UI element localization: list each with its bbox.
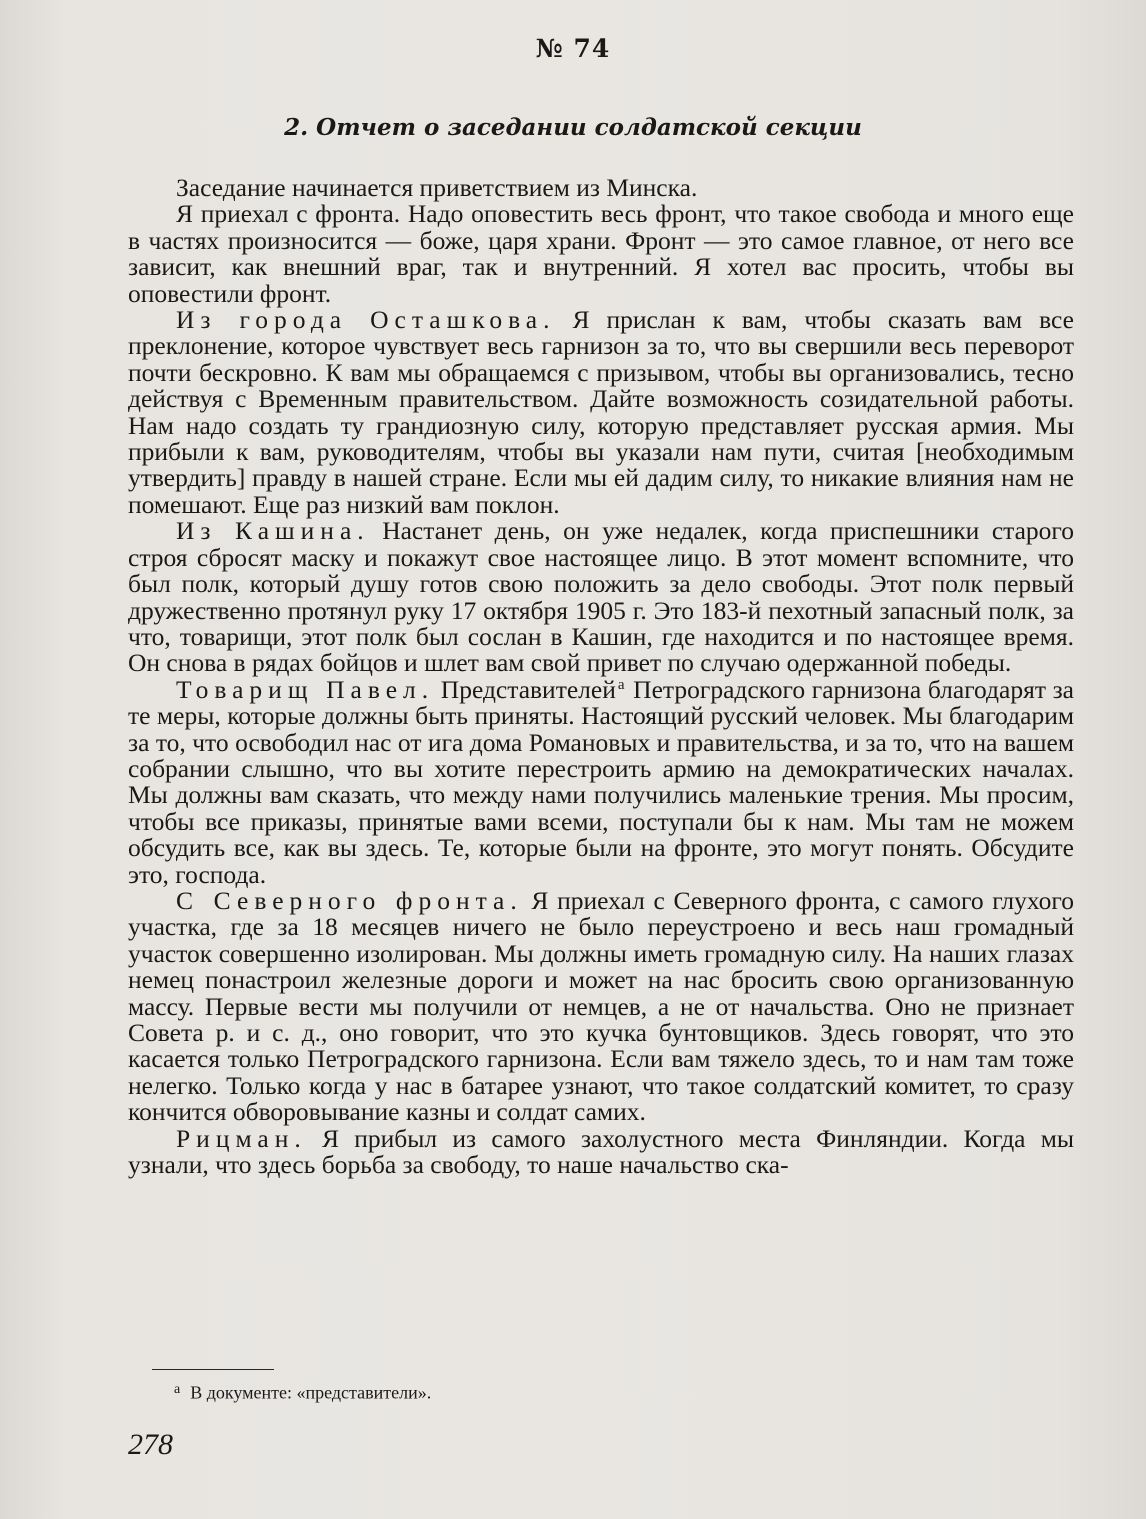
paragraph [128,307,1074,518]
paragraph-text: Я приехал с фронта. Надо оповестить весь фронт, что такое свобода и много еще в частях произносится — боже, царя храни. Фронт — это самое главное, от него все зависит, как внешний враг, так и внутренний. Я хотел вас просить, чтобы вы оповестили фронт. [128,199,1074,308]
paragraph [128,674,1074,889]
paragraph [128,201,1074,307]
speaker-name: Из Кашина. [176,516,370,546]
paragraph-text: Настанет день, он уже недалек, когда приспешники старого строя сбросят маску и покажут свое настоящее лицо. В этот момент вспомните, что был полк, который душу готов свою положить за дело свободы. Этот полк первый дружественно протянул руку 17 октября 1905 г. Это 183-й пехотный запасный полк, за что, товарищи, этот полк был сослан в Кашин, где находится и по настоящее время. Он снова в рядах бойцов и шлет вам свой привет по случаю одержанной победы. [128,516,1074,678]
paragraph-text: Я прибыл из самого захолустного места Финляндии. Когда мы узнали, что здесь борьба за свободу, то наше начальство ска- [128,1123,1074,1180]
speaker-name: С Северного фронта. [176,885,523,915]
footnote-text: В документе: «представители». [190,1382,432,1403]
paragraph [128,885,1074,1127]
paragraph-text: Петроградского гарнизона благодарят за те меры, которые должны быть приняты. Настоящий русский человек. Мы благодарим за то, что освободил нас от ига дома Романовых и правительства, и за то, что на вашем собрании слышно, что вы хотите перестроить армию на демократических началах. Мы должны вам сказать, что между нами получились маленькие трения. Мы просим, чтобы все приказы, принятые вами всеми, поступали бы к нам. Мы там не можем обсудить все, как вы здесь. Те, которые были на фронте, это могут понять. Обсудите это, господа. [128,674,1074,889]
page-number: 278 [128,1428,173,1461]
paragraph-text: Я приехал с Северного фронта, с самого глухого участка, где за 18 месяцев ничего не было переустроено и весь наш громадный участок совершенно изолирован. Мы должны иметь громадную силу. На наших глазах немец понастроил железные дороги и может на нас бросить свою организованную массу. Первые вести мы получили от немцев, а не от начальства. Оно не признает Совета р. и с. д., оно говорит, что это кучка бунтовщиков. Здесь говорят, что это касается только Петроградского гарнизона. Если вам тяжело здесь, то и нам там тоже нелегко. Только когда у нас в батарее узнают, что такое солдатский комитет, то сразу кончится обворовывание казны и солдат самих. [128,885,1074,1127]
speaker-name: Рицман. [176,1123,307,1153]
footnote [174,1382,431,1404]
paragraph [128,175,1074,201]
speaker-name: Из города Осташкова. [176,305,556,335]
paragraph [128,518,1074,676]
document-body [128,175,1074,1178]
paragraph-text: Я прислан к вам, чтобы сказать вам все преклонение, которое чувствует весь гарнизон за то, что вы свершили весь переворот почти бескровно. К вам мы обращаемся с призывом, чтобы вы организовались, тесно действуя с Временным правительством. Дайте возможность созидательной работы. Нам надо создать ту грандиозную силу, которую представляет русская армия. Мы прибыли к вам, руководителям, чтобы вы указали нам пути, считая [необходимым утвердить] правду в нашей стране. Если мы ей дадим силу, то никакие влияния нам не помешают. Еще раз низкий вам поклон. [128,305,1074,519]
footnote-mark: а [174,1382,181,1397]
speaker-name: Товарищ Павел. [176,674,435,704]
document-number: № 74 [535,34,611,63]
section-title: 2. Отчет о заседании солдатской секции [284,114,862,141]
footnote-divider [152,1369,274,1370]
paragraph-text-before-ref: Представителей [440,674,616,704]
paragraph [128,1123,1074,1180]
paragraph-text: Заседание начинается приветствием из Минска. [176,173,698,202]
footnote-reference: а [617,677,625,694]
